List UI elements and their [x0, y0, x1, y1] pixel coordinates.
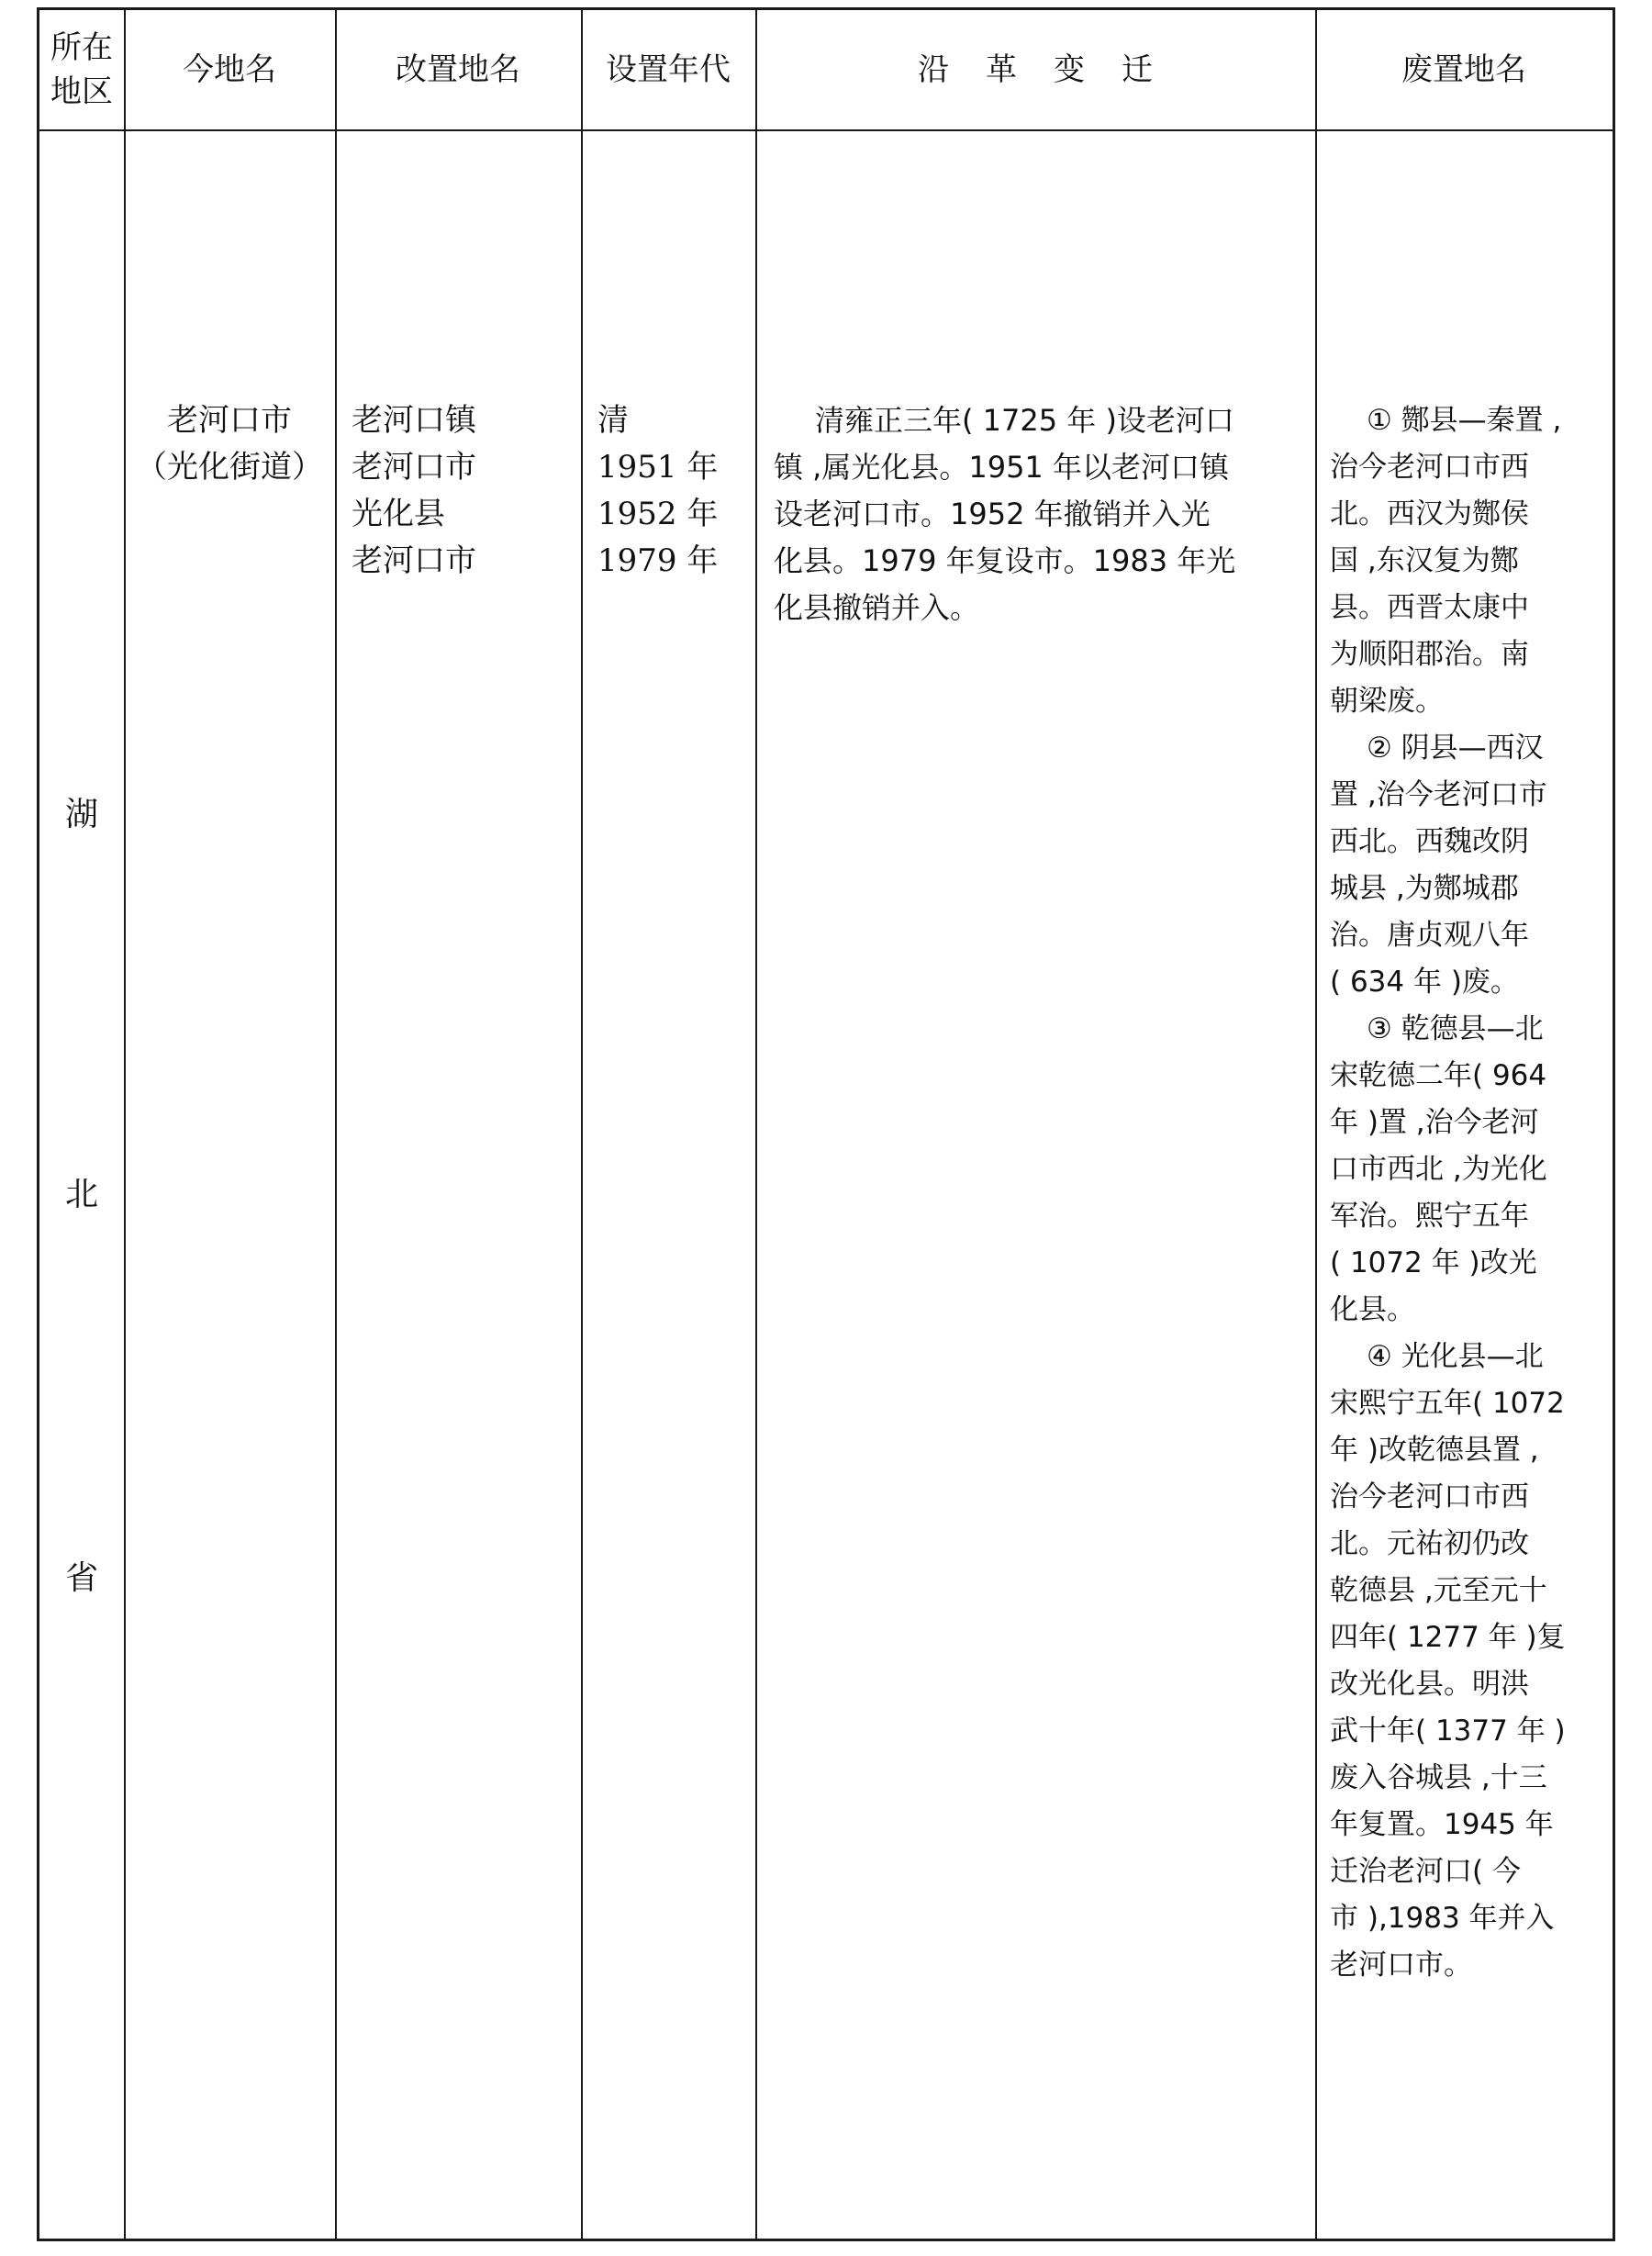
abolished-line: 治今老河口市西: [1330, 1480, 1529, 1513]
history-line: 化县。1979 年复设市。1983 年光: [774, 543, 1236, 578]
column-divider: [1315, 10, 1317, 2239]
abolished-line: 迁治老河口( 今: [1330, 1855, 1521, 1888]
current-name-subdistrict: （光化街道）: [136, 449, 323, 486]
abolished-line: 宋熙宁五年( 1072: [1330, 1387, 1565, 1420]
abolished-line: 县。西晋太康中: [1330, 591, 1529, 624]
column-divider: [581, 10, 583, 2239]
current-name: 老河口市: [167, 402, 292, 439]
evolution-table: [37, 7, 1615, 2241]
abolished-line: 国 ,东汉复为酂: [1330, 544, 1519, 577]
header-region-line1: 所在: [50, 29, 113, 66]
abolished-line: 四年( 1277 年 )复: [1330, 1621, 1566, 1654]
abolished-line: 乾德县 ,元至元十: [1330, 1574, 1547, 1607]
header-abolished: 废置地名: [1401, 51, 1526, 88]
abolished-line: 朝梁废。: [1330, 685, 1444, 718]
abolished-line: 改光化县。明洪: [1330, 1668, 1529, 1701]
abolished-line: 年 )改乾德县置 ,: [1330, 1434, 1539, 1467]
column-divider: [335, 10, 337, 2239]
abolished-line: 年 )置 ,治今老河: [1330, 1106, 1539, 1139]
header-current-name: 今地名: [183, 51, 276, 88]
abolished-line: 年复置。1945 年: [1330, 1808, 1554, 1841]
header-changed-name: 改置地名: [396, 51, 520, 88]
established-item: 1979 年: [597, 542, 719, 579]
abolished-line: 西北。西魏改阴: [1330, 825, 1529, 858]
changed-name-item: 老河口镇: [352, 402, 476, 439]
abolished-line: 市 ),1983 年并入: [1330, 1902, 1555, 1935]
established-cell: [597, 397, 753, 585]
abolished-line: 武十年( 1377 年 ): [1330, 1714, 1566, 1748]
changed-name-item: 老河口市: [352, 542, 476, 579]
column-divider: [124, 10, 126, 2239]
abolished-line: 为顺阳郡治。南: [1330, 638, 1529, 671]
abolished-line: 废入谷城县 ,十三: [1330, 1761, 1547, 1794]
column-divider: [755, 10, 757, 2239]
header-established: 设置年代: [606, 51, 731, 88]
abolished-line: 治。唐贞观八年: [1330, 919, 1529, 952]
abolished-line: ( 634 年 )废。: [1330, 966, 1519, 999]
established-item: 清: [597, 402, 629, 439]
established-item: 1951 年: [597, 449, 719, 486]
abolished-line: 化县。: [1330, 1293, 1415, 1326]
abolished-line: 口市西北 ,为光化: [1330, 1153, 1547, 1186]
abolished-line: 宋乾德二年( 964: [1330, 1059, 1547, 1092]
history-line: 清雍正三年( 1725 年 )设老河口: [815, 403, 1234, 438]
region-char: 北: [64, 1176, 98, 1213]
abolished-line: 北。元祐初仍改: [1330, 1527, 1529, 1560]
abolished-line: ( 1072 年 )改光: [1330, 1246, 1537, 1279]
abolished-line: ③ 乾德县—北: [1367, 1012, 1544, 1045]
abolished-line: 置 ,治今老河口市: [1330, 778, 1547, 811]
abolished-line: 城县 ,为酂城郡: [1330, 872, 1519, 905]
abolished-cell: [1330, 397, 1611, 1989]
abolished-line: 北。西汉为酂侯: [1330, 497, 1529, 530]
history-line: 化县撤销并入。: [774, 590, 980, 625]
changed-names-cell: [352, 397, 572, 585]
abolished-line: 老河口市。: [1330, 1949, 1472, 1982]
abolished-line: 军治。熙宁五年: [1330, 1200, 1529, 1233]
header-history: 沿革变迁: [918, 51, 1189, 88]
abolished-line: ④ 光化县—北: [1367, 1340, 1544, 1373]
header-divider: [39, 129, 1613, 131]
changed-name-item: 光化县: [352, 496, 445, 532]
region-char: 省: [64, 1559, 98, 1597]
established-item: 1952 年: [597, 496, 719, 532]
history-line: 设老河口市。1952 年撤销并入光: [774, 497, 1211, 531]
header-region: [39, 10, 124, 129]
history-cell: [774, 397, 1301, 631]
region-char: 湖: [64, 796, 98, 833]
abolished-line: ① 酂县—秦置 ,: [1367, 404, 1562, 437]
abolished-line: ② 阴县—西汉: [1367, 732, 1544, 765]
history-line: 镇 ,属光化县。1951 年以老河口镇: [774, 450, 1229, 485]
header-region-line2: 地区: [50, 73, 113, 110]
current-name-cell: [124, 397, 335, 491]
abolished-line: 治今老河口市西: [1330, 451, 1529, 484]
changed-name-item: 老河口市: [352, 449, 476, 486]
